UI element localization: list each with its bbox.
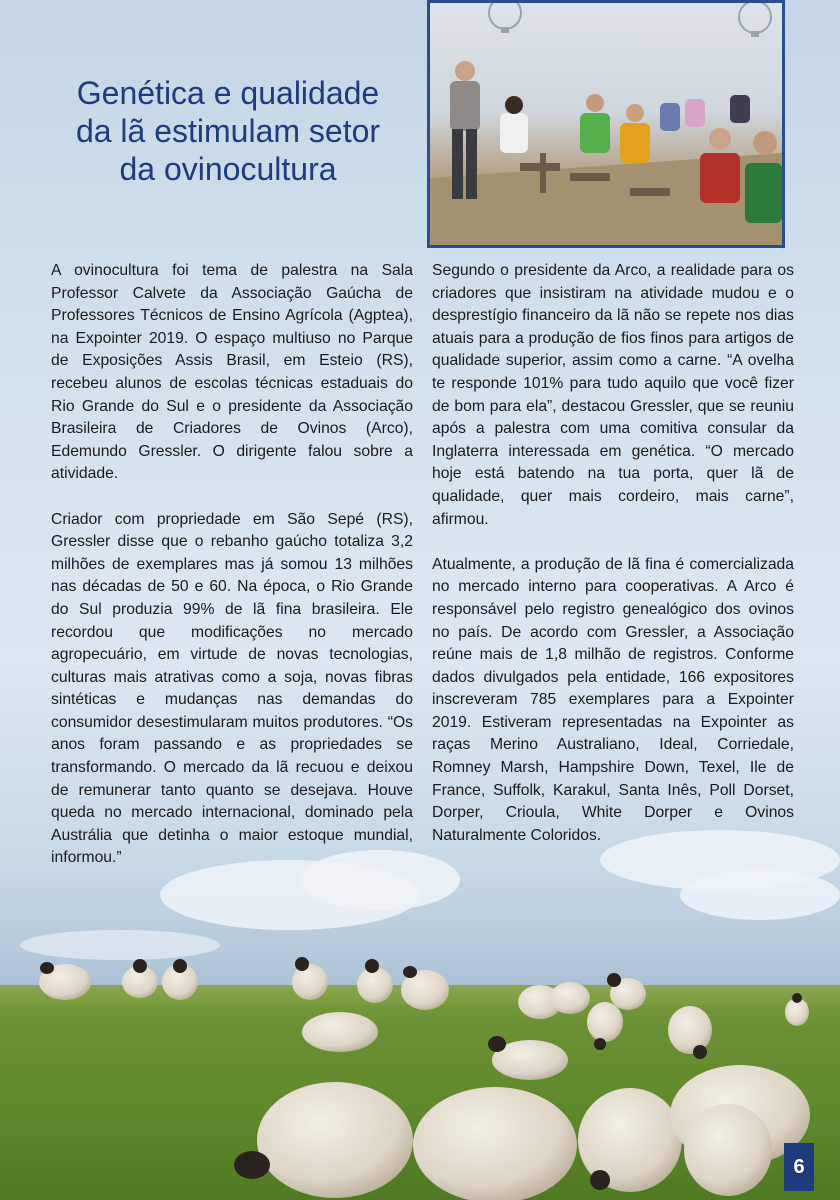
- title-line: da lã estimulam setor: [75, 113, 381, 149]
- ceiling-fan-icon: [489, 3, 521, 33]
- page-number-badge: [784, 1143, 814, 1191]
- article-column-left: [51, 260, 413, 893]
- lecture-photo-illustration: [430, 3, 782, 245]
- ceiling-fan-icon: [739, 3, 771, 37]
- lecture-photo: [427, 0, 785, 248]
- paragraph: Atualmente, a produção de lã fina é comercializada no mercado interno para cooperativas. A Arco é responsável pelo registro genealógico dos ovinos no país. De acordo com Gressler, a Associação reúne mais de 1,8 milhão de registros. Conforme dados divulgados pela entidade, 166 expositores inscreveram 785 exemplares para a Expointer 2019. Estiveram representadas na Expointer as raças Merino Australiano, Ideal, Corriedale, Romney Marsh, Hampshire Down, Texel, Ile de France, Suffolk, Karakul, Santa Inês, Poll Dorset, Dorper, Crioula, White Dorper e Ovinos Naturalmente Coloridos.: [432, 555, 794, 844]
- article-column-right: [432, 260, 794, 870]
- paragraph: A ovinocultura foi tema de palestra na Sala Professor Calvete da Associação Gaúcha de Professores Técnicos de Ensino Agrícola (Agptea), na Expointer 2019. O espaço multiuso no Parque de Exposições Assis Brasil, em Esteio (RS), recebeu alunos de escolas técnicas estaduais do Rio Grande do Sul e o presidente da Associação Brasileira de Criadores de Ovinos (Arco), Edemundo Gressler. O dirigente falou sobre a atividade.: [51, 262, 413, 483]
- paragraph: Segundo o presidente da Arco, a realidade para os criadores que insistiram na atividade mudou e o desprestígio financeiro da lã não se repete nos dias atuais para a produção de fios finos para artigos de qualidade superior, assim como a carne. “A ovelha te responde 101% para tudo aquilo que você fizer de bom para ela”, destacou Gressler, que se reuniu após a palestra com uma comitiva consular da Inglaterra interessada em genética. “O mercado hoje está batendo na tua porta, quer lã de qualidade, quer mais cordeiro, mais carne”, afirmou.: [432, 262, 794, 528]
- article-title: [38, 74, 418, 188]
- title-line: da ovinocultura: [119, 151, 337, 187]
- title-line: Genética e qualidade: [76, 75, 380, 111]
- sheep-flock-image: [0, 940, 840, 1200]
- paragraph: Criador com propriedade em São Sepé (RS), Gressler disse que o rebanho gaúcho totaliza 3,2 milhões de exemplares mas já somou 13 milhões nas décadas de 50 e 60. Na época, o Rio Grande do Sul produzia 99% de lã fina brasileira. Ele recordou que modificações no mercado agropecuário, em virtude de novas tecnologias, culturas mais atrativas como a soja, novas fibras sintéticas e mudanças nas demandas do consumidor desestimularam muitos produtores. “Os anos foram passando e as propriedades se transformando. O mercado da lã recuou e deixou de remunerar tanto quanto se desejava. Houve queda no mercado internacional, dominado pela Austrália que detinha o maior estoque mundial, informou.”: [51, 510, 413, 867]
- page-number: 6: [793, 1155, 805, 1178]
